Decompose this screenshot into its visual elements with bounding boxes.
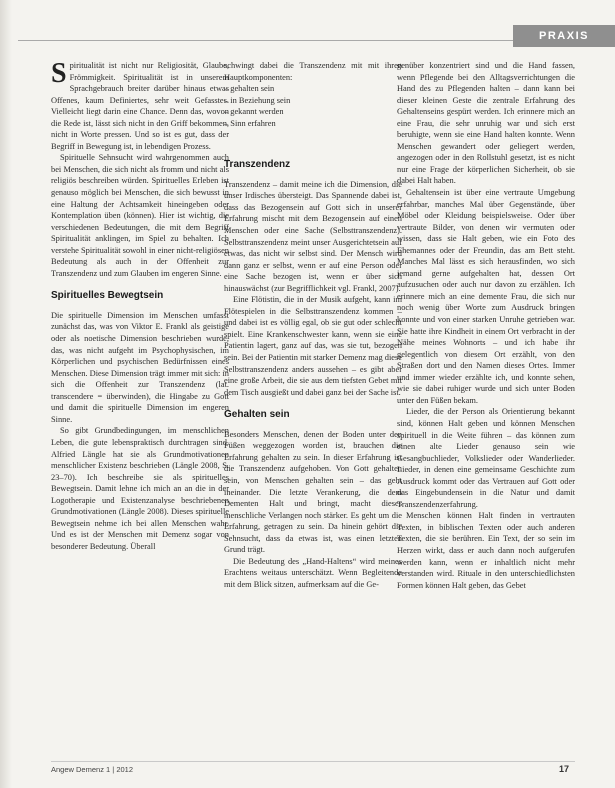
paragraph: genüber konzentriert sind und die Hand fassen, wenn Pflegende bei den Alltagsverrichtungen die Hand des zu Pflegenden halten – dann kann bei dieser kleinen Geste die zentrale Erfahrung des Gehaltenseins gespürt werden. Ich erinnere mich an eine Frau, die sehr unruhig war und sich erst beruhigte, wenn sie eine Hand halten konnte. Wenn Menschen gewandert oder geliegert werden, angezogen oder in den Rollstuhl gesetzt, ist es nicht nur eine Frage der körperlichen Sicherheit, ob sie dabei Halt haben. — [397, 61, 575, 186]
list-item: – gekannt werden — [224, 107, 284, 117]
component-list — [224, 83, 402, 129]
paragraph: So gibt Grundbedingungen, im menschlichen Leben, die gute lebenspraktisch durchtragen sind. Alfried Längle hat sie als Grundmotivationen menschlicher Existenz beschrieben (Längle 2008, S. 23–70). Ich beschreibe sie als spirituelles Bewegtsein. Damit lehne ich mich an an die in der Logotherapie und Existenzanalyse beschriebenen Grundmotivationen (Längle 2008). Dieses spirituelle Bewegtsein nehme ich bei allen Menschen wahr. Und es ist der Menschen mit Demenz sogar von besonderer Bedeutung. Überall — [51, 426, 229, 551]
intro-text: piritualität ist nicht nur Religiosität, Glaube, Frömmigkeit. Spiritualität ist in unserem Sprachgebrauch breiter darüber hinaus etwas Offenes, kaum Definiertes, sehr weit Gefasstes. Vielleicht liegt darin eine Chance. Denn das, wovon die Rede ist, lässt sich nicht in den Griff bekommen, nicht in Worte pressen. Und so ist es gut, dass der Begriff in Bewegung ist, in lebendigen Prozess. — [51, 61, 229, 151]
section-heading: Gehalten sein — [224, 409, 290, 421]
section-heading: Transzendenz — [224, 159, 291, 171]
section-tab: PRAXIS — [513, 25, 615, 47]
paragraph: Die Bedeutung des „Hand-Haltens“ wird meines Erachtens weitaus unterschätzt. Wenn Begleitende mit dem Blick sitzen, aufmerksam auf die Ge- — [224, 556, 402, 589]
section-heading: Spirituelles Bewegtsein — [51, 290, 164, 302]
list-item: – in Beziehung sein — [224, 95, 291, 105]
list-item: – Sinn erfahren — [224, 118, 276, 128]
paragraph: Menschen können Halt finden in vertrauten Texten, in biblischen Texten oder auch anderen Texten, die sie berühren. Ein Text, der so sein im Herzen wirkt, dass er auch dann noch aufgerufen werden kann, wenn er inhaltlich nicht mehr verstanden wird. Rituale in den unterschiedlichsten Formen können Halt geben, das Gebet — [397, 511, 575, 590]
paragraph: Besonders Menschen, denen der Boden unter den Füßen weggezogen worden ist, brauchen die Erfahrung gehalten zu sein. In dieser Erfahrung ist die Transzendenz aufgehoben. Von Gott gehalten sein, von Menschen gehalten sein – das geht ineinander. Die letzte Verankerung, die dem Dementen Halt und bringt, macht dieses menschliche Verlangen noch stärker. Es geht um die Erfahrung, getragen zu sein. Da hinein gehört die Sehnsucht, dass da etwas ist, was einen letzten Grund trägt. — [224, 429, 402, 555]
list-item: – gehalten sein — [224, 84, 275, 94]
paragraph: schwingt dabei die Transzendenz mit mit ihren Hauptkomponenten: — [224, 61, 402, 82]
paragraph: Die spirituelle Dimension im Menschen umfasst zunächst das, was von Viktor E. Frankl als geistige oder als noetische Dimension beschrieben wurde, das, was nicht aufgeht im Psychophysischen, im Körperlichen und psychischen Bedürfnissen eines Menschen. Diese Dimension trägt immer mit sich: in sich die Offenheit zur Transzendenz (lat. transcendere = überwinden), die Hingabe zu Gott und damit die spirituelle Dimension im engeren Sinne. — [51, 310, 229, 424]
journal-citation: Angew Demenz 1 | 2012 — [51, 765, 133, 774]
page-number: 17 — [558, 764, 569, 774]
paragraph: Spirituelle Sehnsucht wird wahrgenommen auch bei Menschen, die sich nicht als fromm und nicht als religiös beschreiben würden. Spirituelles Erleben ist genauso möglich bei Menschen, die sich bewusst in eine Haltung der Achtsamkeit hineingeben oder Kontemplation üben (können). Hier ist wichtig, die verschiedenen Bedeutungen, die mit dem Begriff Spiritualität anklingen, im Spiel zu behalten. Ich verstehe Spiritualität sowohl in einer nicht-religiösen Bedeutung als auch in der Offenheit zur Transzendenz und zum Glauben im engeren Sinne. — [51, 153, 229, 278]
paragraph: Eine Flötistin, die in der Musik aufgeht, kann im Flötespielen in die Selbsttranszendenz kommen – und dabei ist es völlig egal, ob sie gut oder schlecht spielt. Eine Krankenschwester kann, wenn sie eine Patientin lagert, ganz auf das, was sie tut, bezogen sein. Bei der Patientin mit starker Demenz mag diese Selbsttranszendenz anders aussehen – es gibt aber eine große Arbeit, die sie aus dem tiefsten Gebet mit dem Tisch ausgießt und dabei ganz bei der Sache ist. — [224, 295, 402, 397]
column-3 — [397, 60, 575, 760]
paragraph: Lieder, die der Person als Orientierung bekannt sind, können Halt geben und können Menschen spirituell in die Weite führen – das können zum einen alte Lieder genauso sein wie Gesangbuchlieder, Volkslieder oder Wanderlieder. Lieder, in denen eine gemeinsame Geschichte zum Ausdruck kommt oder das Vertrauen auf Gott oder das Eingebundensein in die Natur und damit Transzendenzerfahrung. — [397, 407, 575, 509]
drop-cap: S — [51, 60, 67, 89]
column-2 — [224, 60, 402, 760]
column-1 — [51, 60, 229, 760]
page-gutter — [0, 0, 12, 788]
footer-rule — [51, 761, 575, 762]
paragraph: Transzendenz – damit meine ich die Dimension, die unser Irdisches übersteigt. Das Spannende dabei ist, dass das Bezogensein auf Gott sich in unserer Erfahrung mischt mit dem Bezogensein auf einen Menschen oder eine Sache (Selbsttranszendenz). Selbsttranszendenz meint unser Ausgerichtetsein auf etwas, das nicht wir selbst sind. Der Mensch wird dann ganz er selbst, wenn er auf eine Person oder eine Sache bezogen ist, wenn er über sich hinauswächst (zur Begrifflichkeit vgl. Frankl, 2007). — [224, 179, 402, 293]
paragraph: Gehaltensein ist über eine vertraute Umgebung erfahrbar, manches Mal über Gegenstände, über Möbel oder Kleidung beispielsweise. Oder über vertraute Bilder, von denen wir vermuten oder wissen, dass sie Halt geben, wie ein Foto des Ehemannes oder der Freundin, das am Bett steht. Manches Mal lässt es sich herausfinden, wo sich jemand gerne aufgehalten hat, dessen Ort aufzusuchen oder auch nur davon zu erzählen. Ich erinnere mich an eine demente Frau, die sich nur noch wenig über Worte zum Ausdruck bringen konnte und von einer starken Unruhe getrieben war. Sie hatte ihre Kindheit in einem Ort verbracht in der Nähe meines Wohnorts – und ich habe ihr gelegentlich von diesem Ort erzählt, von den Straßen dort und den Namen dieses Ortes. Immer und immer wieder erzählte ich, und konnte sehen, wie sie dabei ruhiger wurde und sich unter Boden unter den Füßen bekam. — [397, 188, 575, 405]
intro-paragraph — [51, 60, 229, 152]
